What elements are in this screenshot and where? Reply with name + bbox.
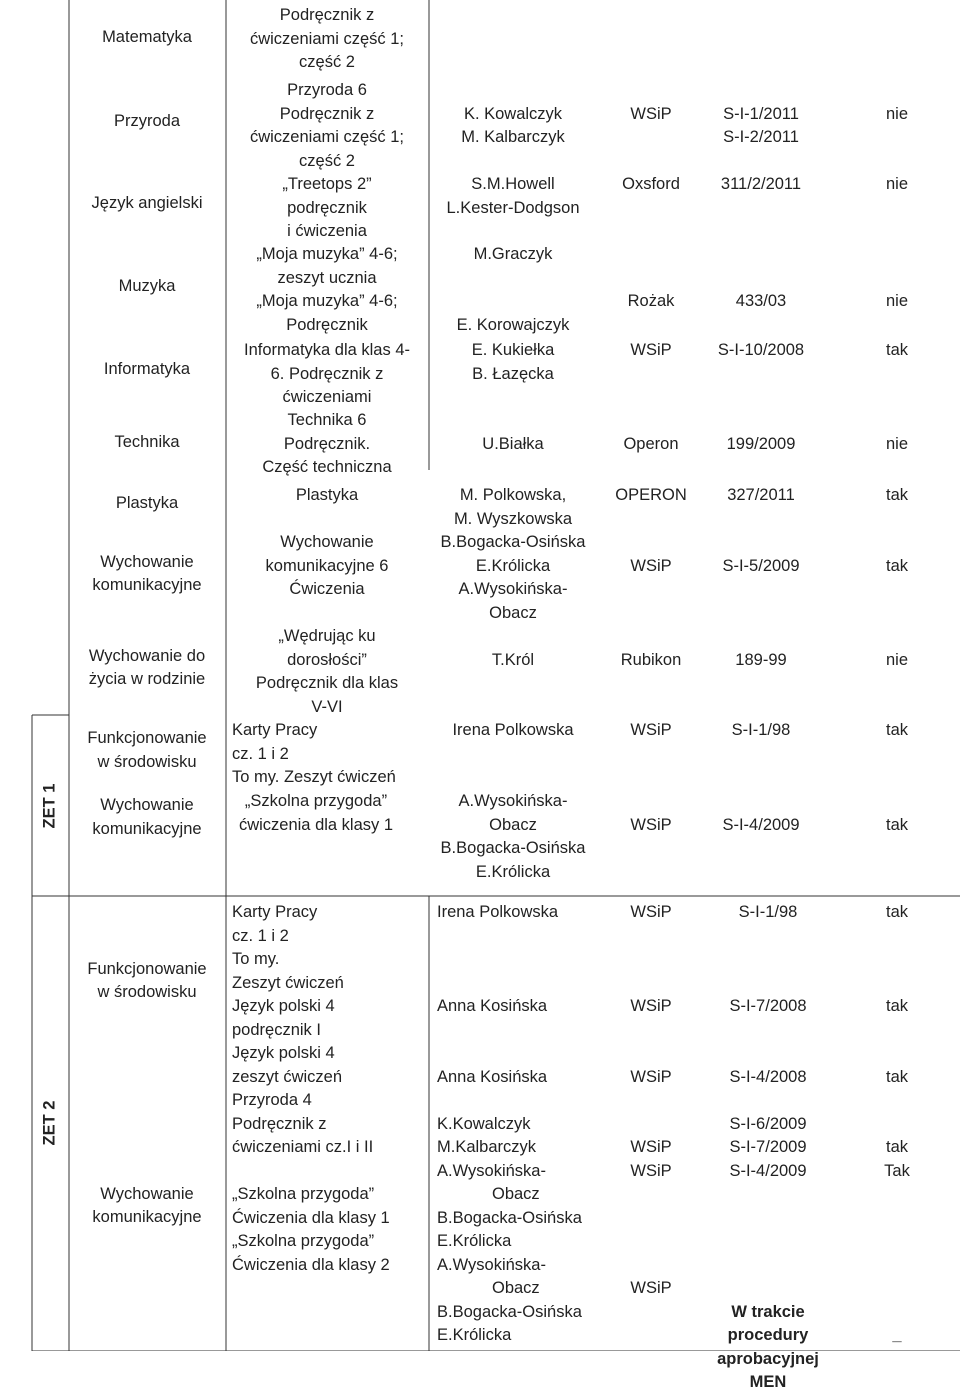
publisher-name: WSiP [630,815,672,834]
book-title: Plastyka [295,486,359,504]
book-title: „Moja muzyka” 4-6; [256,245,398,263]
author-name: L.Kester-Dodgson [446,198,580,217]
zet1-label: ZET 1 [40,783,59,829]
status-value: tak [885,556,909,575]
publisher-name: Rubikon [620,650,682,669]
book-title: Podręcznik dla klas [255,674,399,692]
book-title: Język polski 4 [232,997,335,1015]
approval-number: 327/2011 [727,486,795,504]
author-name: Irena Polkowska [437,903,559,921]
book-title: „Szkolna przygoda” [232,1232,375,1250]
author-name: E.Królicka [437,1232,512,1250]
book-title: 6. Podręcznik z [270,364,384,383]
author-name: B.Bogacka-Osińska [437,1302,582,1321]
book-title: Informatyka dla klas 4- [244,341,410,359]
book-title: Część techniczna [262,458,392,476]
author-name: Anna Kosińska [437,997,548,1015]
approval-number: S-I-2/2011 [723,128,799,146]
book-title: Zeszyt ćwiczeń [232,973,344,992]
publisher-name: WSiP [630,1067,672,1086]
approval-number: S-I-1/98 [738,903,798,921]
subject-name: Funkcjonowanie [87,959,207,978]
publisher-name: WSiP [630,1161,672,1180]
publisher-name: Operon [623,434,679,453]
status-value: tak [885,997,909,1015]
author-name: B.Bogacka-Osińska [440,533,586,551]
status-value: tak [885,341,909,359]
author-name: B.Bogacka-Osińska [440,839,586,857]
book-title: Przyroda 4 [232,1091,312,1109]
author-name: A.Wysokińska- [437,1161,546,1180]
book-title: podręcznik [287,198,367,217]
book-title: ćwiczeniami cz.I i II [232,1138,374,1156]
book-title: Karty Pracy [232,721,318,739]
subject-name: Wychowanie [100,796,194,814]
approval-number: aprobacyjnej [717,1349,819,1368]
book-title: Podręcznik z [279,6,375,24]
author-name: Obacz [492,1279,540,1297]
subject-name: Wychowanie do [88,646,206,665]
subject-name: Przyroda [113,112,181,131]
status-value: nie [885,175,909,193]
author-name: Obacz [492,1185,540,1203]
approval-number: 433/03 [735,292,787,310]
book-title: Podręcznik. [283,434,371,453]
publisher-name: WSiP [630,997,672,1015]
author-name: M. Kalbarczyk [461,128,565,146]
approval-number: S-I-7/2009 [729,1138,807,1156]
book-title: ćwiczeniami część 1; [249,29,405,48]
author-name: M.Graczyk [473,245,553,263]
book-title: dorosłości” [287,650,367,669]
author-name: M. Wyszkowska [453,509,573,528]
author-name: Obacz [489,815,537,834]
author-name: E.Królicka [437,1326,512,1344]
status-value: nie [885,104,909,123]
approval-number: MEN [749,1373,787,1391]
book-title: Ćwiczenia dla klasy 2 [232,1255,390,1274]
book-title: komunikacyjne 6 [265,556,389,575]
publisher-name: WSiP [630,1279,672,1297]
book-title: zeszyt ćwiczeń [232,1067,343,1086]
book-title: Technika 6 [287,411,367,429]
author-name: Anna Kosińska [437,1067,548,1086]
subject-name: Funkcjonowanie [87,729,207,747]
approval-number: 199/2009 [726,434,796,453]
subject-name: Muzyka [118,277,176,296]
book-title: Ćwiczenia dla klasy 1 [232,1208,390,1227]
publisher-name: WSiP [630,1138,672,1156]
author-name: S.M.Howell [471,175,555,193]
book-title: cz. 1 i 2 [232,744,289,763]
zet2-label: ZET 2 [40,1100,59,1146]
approval-number: S-I-4/2008 [729,1067,807,1086]
approval-number: S-I-1/2011 [723,104,799,123]
subject-name: Matematyka [102,27,192,46]
author-name: T.Król [491,650,535,669]
author-name: U.Białka [482,434,544,453]
subject-name: Plastyka [115,493,179,512]
book-title: zeszyt ucznia [277,268,377,287]
approval-number: S-I-1/98 [731,721,791,739]
author-name: A.Wysokińska- [437,1255,546,1274]
status-value: tak [885,721,909,739]
subject-name: komunikacyjne [92,1208,202,1226]
status-value: Tak [884,1161,910,1180]
subject-name: życia w rodzinie [88,670,206,688]
author-name: Irena Polkowska [452,721,574,739]
book-title: Podręcznik z [279,104,375,123]
approval-number: S-I-7/2008 [729,997,807,1015]
publisher-name: WSiP [630,721,672,739]
book-title: część 2 [299,53,355,71]
author-name: K.Kowalczyk [437,1114,531,1133]
book-title: ćwiczeniami [282,388,372,406]
book-title: „Szkolna przygoda” [244,792,388,810]
subject-name: Wychowanie [100,1184,194,1203]
author-name: M. Polkowska, [459,486,567,504]
author-name: K. Kowalczyk [463,104,563,123]
approval-number: S-I-6/2009 [729,1114,807,1133]
approval-number: W trakcie [731,1302,805,1321]
subject-name: Język angielski [91,194,203,213]
book-title: Przyroda 6 [287,81,367,99]
subject-name: w środowisku [97,983,197,1001]
status-value: nie [885,650,909,669]
status-value: _ [892,1326,902,1344]
publisher-name: Rożak [627,292,675,310]
author-name: Obacz [489,603,537,622]
approval-number: S-I-10/2008 [717,341,805,359]
subject-name: komunikacyjne [92,576,202,594]
status-value: tak [885,1138,909,1156]
subject-name: w środowisku [97,752,197,771]
book-title: Podręcznik z [232,1114,327,1133]
author-name: E. Korowajczyk [456,315,570,334]
approval-number: S-I-5/2009 [722,556,800,575]
approval-number: S-I-4/2009 [722,815,800,834]
book-title: To my. [232,950,280,968]
author-name: E. Kukiełka [471,341,555,359]
publisher-name: WSiP [630,556,672,575]
subject-name: Wychowanie [100,552,194,571]
book-title: część 2 [299,151,355,170]
status-value: tak [885,486,909,504]
publisher-name: OPERON [615,486,687,504]
book-title: V-VI [311,697,343,716]
status-value: nie [885,434,909,453]
author-name: B.Bogacka-Osińska [437,1208,582,1227]
publisher-name: WSiP [630,903,672,921]
author-name: A.Wysokińska- [458,792,568,810]
subject-name: Informatyka [103,360,191,379]
author-name: M.Kalbarczyk [437,1138,537,1156]
book-title: Wychowanie [280,533,374,551]
book-title: „Szkolna przygoda” [232,1185,375,1203]
book-title: „Moja muzyka” 4-6; [256,292,398,310]
author-name: E.Królicka [475,862,551,881]
book-title: ćwiczeniami część 1; [249,128,405,146]
book-title: cz. 1 i 2 [232,926,289,945]
book-title: „Treetops 2” [282,175,372,193]
publisher-name: WSiP [630,104,672,123]
approval-number: 189-99 [735,650,787,669]
approval-number: S-I-4/2009 [729,1161,807,1180]
book-title: Karty Pracy [232,903,318,921]
approval-number: 311/2/2011 [720,175,802,193]
book-title: Podręcznik [286,315,368,334]
book-title: i ćwiczenia [287,222,367,240]
book-title: Ćwiczenia [289,580,365,598]
subject-name: komunikacyjne [92,819,202,838]
book-title: Język polski 4 [232,1044,335,1062]
publisher-name: WSiP [630,341,672,359]
author-name: E.Królicka [475,556,551,575]
author-name: B. Łazęcka [472,364,554,383]
book-title: „Wędrując ku [278,627,376,645]
book-title: ćwiczenia dla klasy 1 [238,815,394,834]
status-value: nie [885,292,909,310]
publisher-name: Oxsford [622,175,680,193]
subject-name: Technika [114,432,180,451]
approval-number: procedury [727,1326,809,1344]
status-value: tak [885,903,909,921]
book-title: To my. Zeszyt ćwiczeń [232,768,396,786]
status-value: tak [885,815,909,834]
status-value: tak [885,1067,909,1086]
book-title: podręcznik I [232,1020,321,1039]
author-name: A.Wysokińska- [458,580,568,598]
